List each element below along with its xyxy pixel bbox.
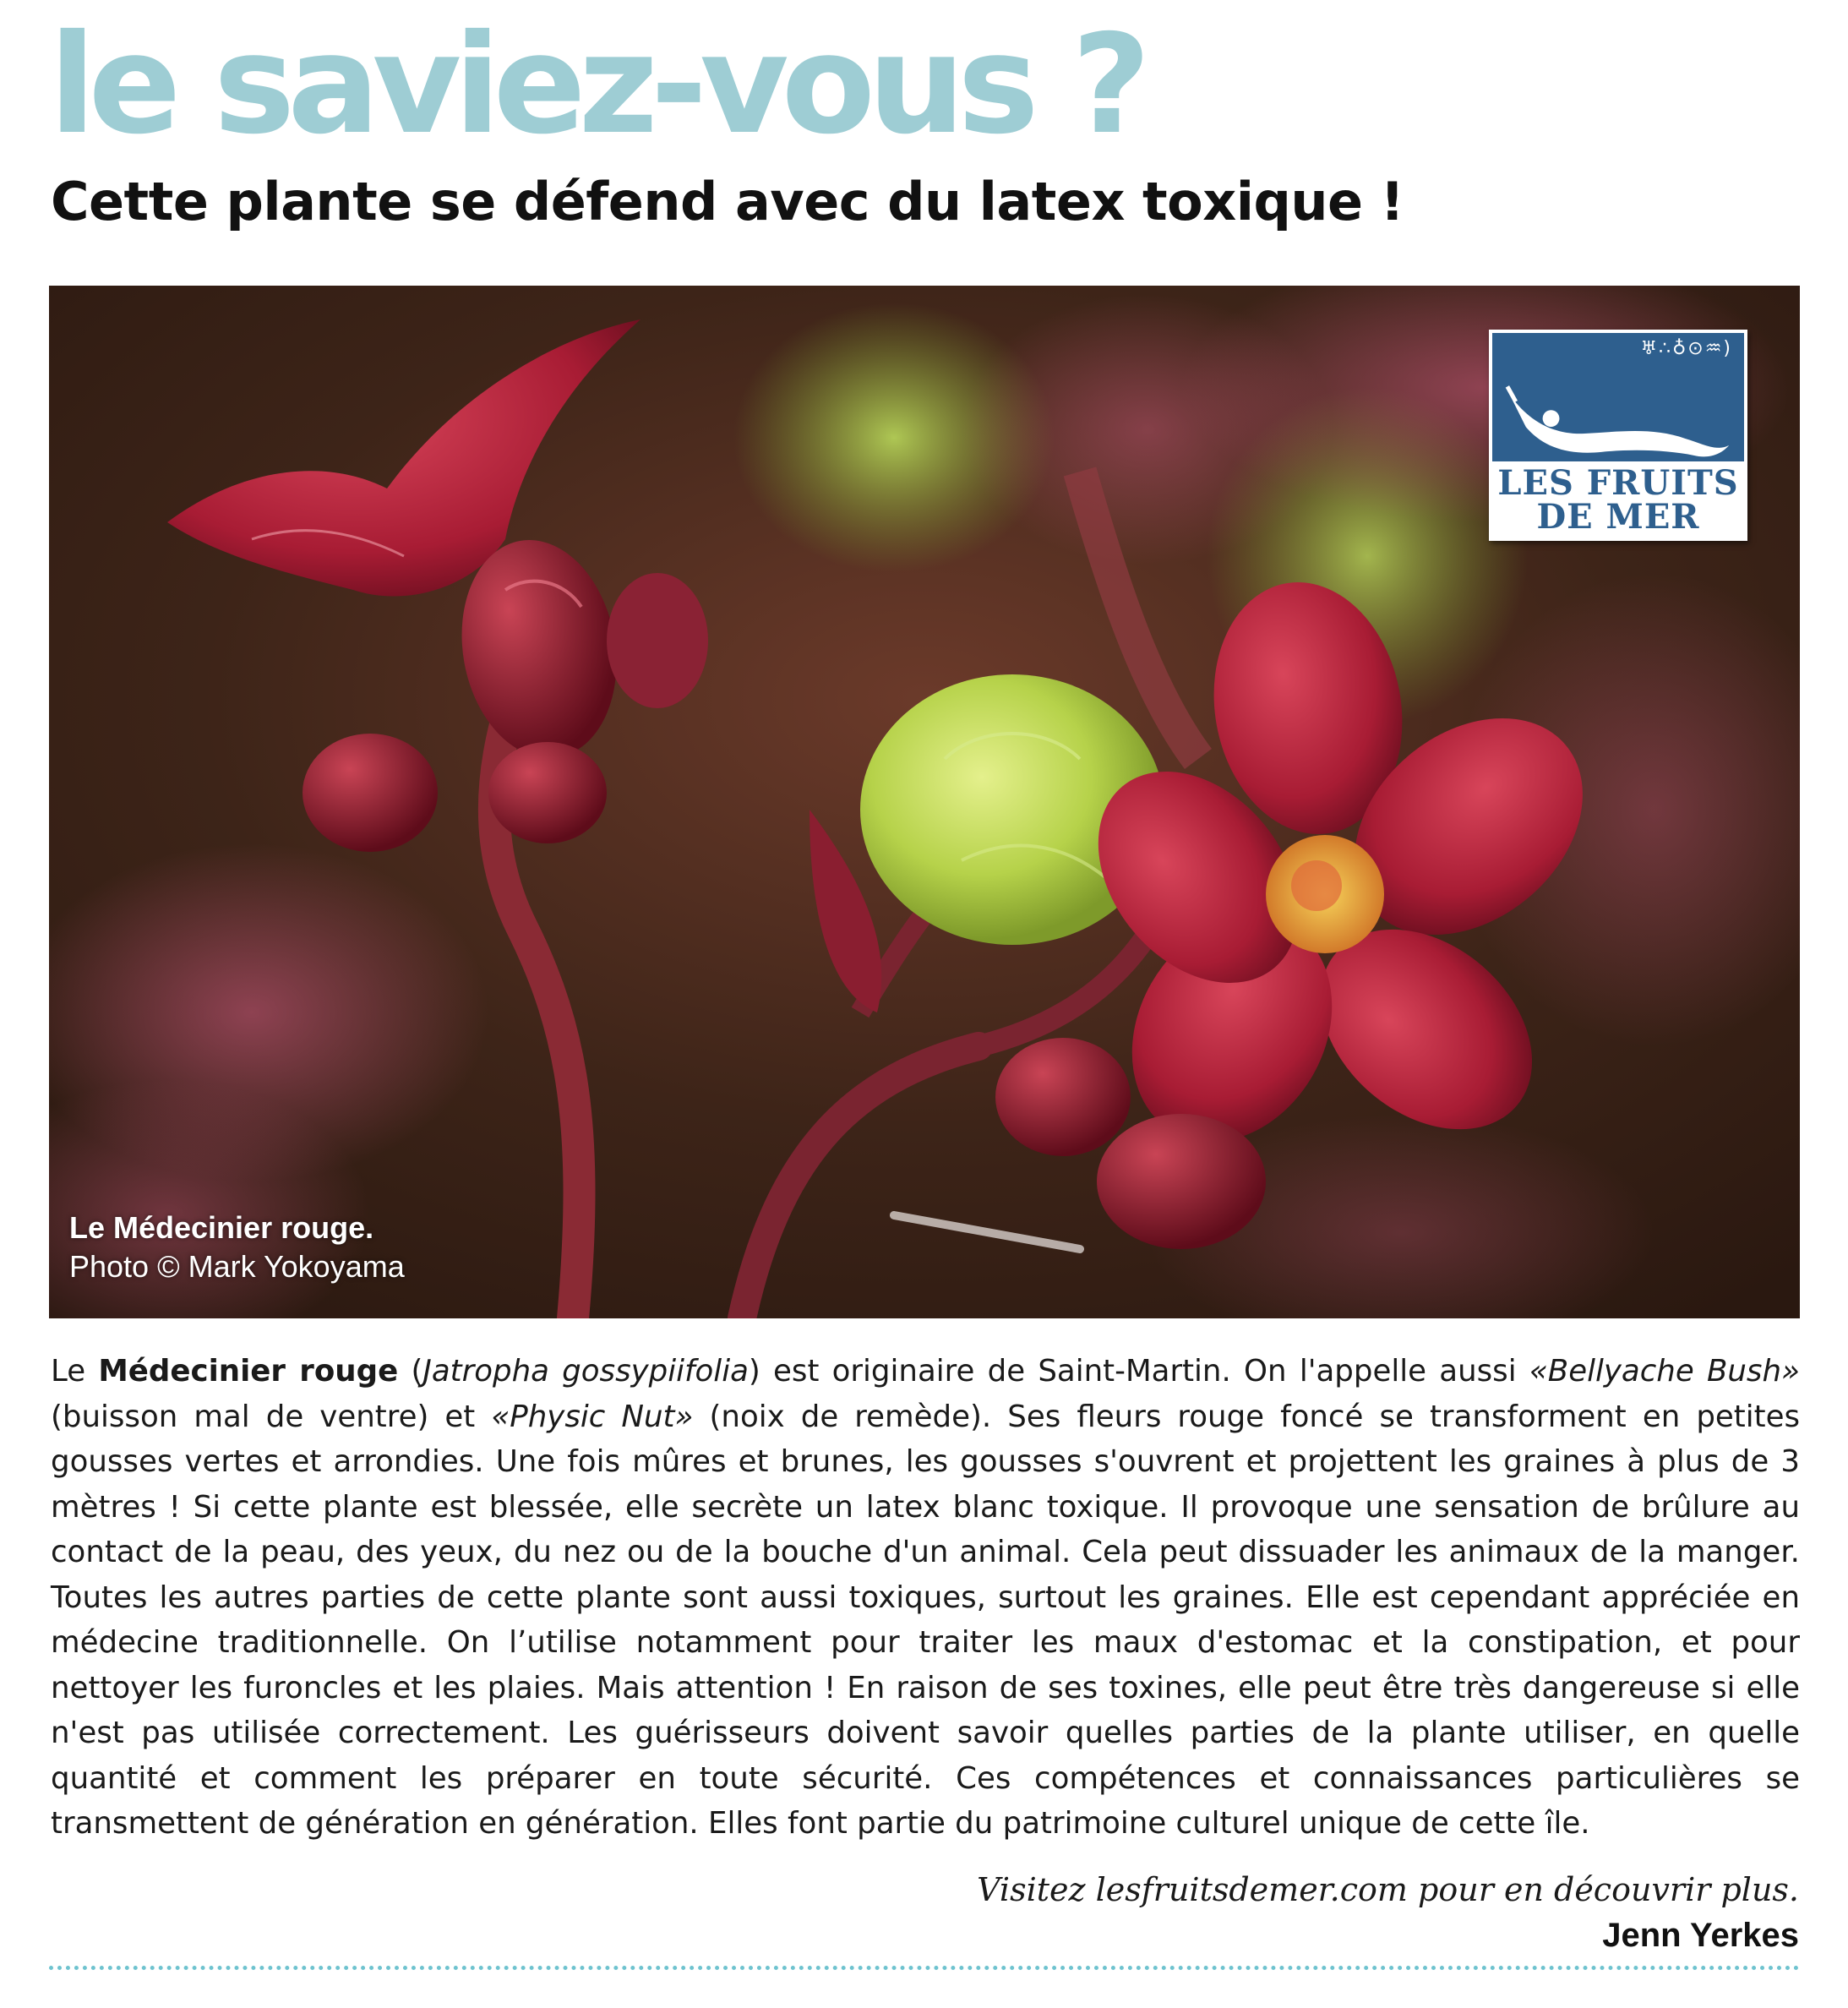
english-name-1: «Bellyache Bush» <box>1529 1354 1800 1389</box>
plant-name: Médecinier rouge <box>98 1354 399 1389</box>
body-run: Le <box>51 1354 99 1389</box>
logo-line-1: LES FRUITS <box>1497 463 1739 503</box>
body-run: (noix de remède). Ses fleurs rouge foncé se transforment en petites gousses vertes et arrondies. Une fois mûres et brunes, les gousses s'ouvrent et projettent les graines à plus de 3 mètres ! Si cette plante est blessée, elle secrète un latex blanc toxique. Il provoque une sensation de brûlure au contact de la peau, des yeux, du nez ou de la bouche d'un animal. Cela peut dissuader les animaux de la manger. Toutes les autres parties de cette plante sont aussi toxiques, surtout les graines. Elle est cependant appréciée en médecine traditionnelle. On l’utilise notamment pour traiter les maux d'estomac et la constipation, et pour nettoyer les furoncles et les plaies. Mais attention ! En raison de ses toxines, elle peut être très dangereuse si elle n'est pas utilisée correctement. Les guérisseurs doivent savoir quelles parties de la plante utiliser, en quelle quantité et comment les préparer en toute sécurité. Ces compétences et connaissances particulières se transmettent de génération en génération. Elles font partie du patrimoine culturel unique de cette île. <box>51 1399 1801 1841</box>
body-run: ) est originaire de Saint-Martin. On l'appelle aussi <box>748 1354 1529 1389</box>
body-run: (buisson mal de ventre) et <box>51 1399 492 1434</box>
feature-photo <box>49 286 1800 1318</box>
body-run: ( <box>398 1354 423 1389</box>
scientific-name: Jatropha gossypiifolia <box>422 1354 749 1389</box>
article-body <box>51 1349 1800 1847</box>
logo-line-2: DE MER <box>1536 497 1700 537</box>
article-headline: Cette plante se défend avec du latex toxique ! <box>51 171 1404 232</box>
logo-glyphs: ♅∴♁⊙♒) <box>1640 338 1732 359</box>
caption-title: Le Médecinier rouge. <box>69 1210 374 1245</box>
photo-caption <box>69 1209 405 1286</box>
caption-credit: Photo © Mark Yokoyama <box>69 1249 405 1284</box>
dotted-divider <box>49 1966 1800 1970</box>
author-byline: Jenn Yerkes <box>1602 1917 1799 1954</box>
les-fruits-de-mer-logo <box>1489 330 1747 541</box>
english-name-2: «Physic Nut» <box>491 1399 694 1434</box>
logo-banner <box>1492 461 1744 537</box>
section-kicker: le saviez-vous ? <box>49 6 1144 165</box>
website-call-to-action: Visitez lesfruitsdemer.com pour en découvrir plus. <box>977 1871 1799 1908</box>
